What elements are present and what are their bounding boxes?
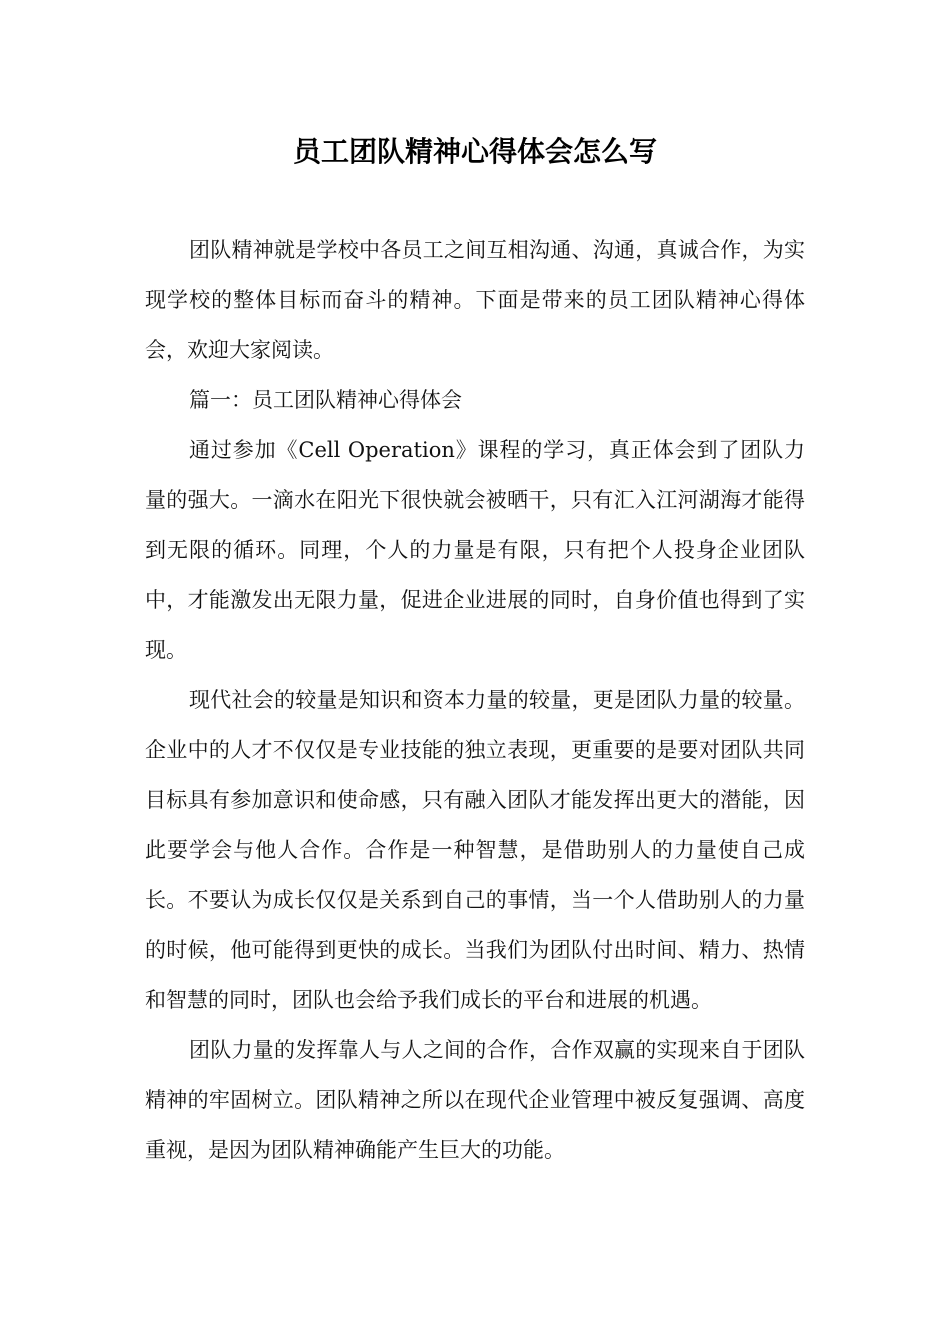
paragraph: 通过参加《Cell Operation》课程的学习，真正体会到了团队力量的强大。一滴水在阳光下很快就会被晒干，只有汇入江河湖海才能得到无限的循环。同理，个人的力量是有限，只有把个人投身企业团队中，才能激发出无限力量，促进企业进展的同时，自身价值也得到了实现。 — [145, 438, 805, 662]
document-body — [145, 225, 805, 1175]
document-title: 员工团队精神心得体会怎么写 — [292, 135, 657, 168]
paragraph: 现代社会的较量是知识和资本力量的较量，更是团队力量的较量。企业中的人才不仅仅是专业技能的独立表现，更重要的是要对团队共同目标具有参加意识和使命感，只有融入团队才能发挥出更大的潜能，因此要学会与他人合作。合作是一种智慧，是借助别人的力量使自己成长。不要认为成长仅仅是关系到自己的事情，当一个人借助别人的力量的时候，他可能得到更快的成长。当我们为团队付出时间、精力、热情和智慧的同时，团队也会给予我们成长的平台和进展的机遇。 — [145, 688, 805, 1012]
paragraph-intro: 团队精神就是学校中各员工之间互相沟通、沟通，真诚合作，为实现学校的整体目标而奋斗的精神。下面是带来的员工团队精神心得体会，欢迎大家阅读。 — [145, 238, 805, 362]
section-heading: 篇一：员工团队精神心得体会 — [189, 388, 462, 412]
paragraph: 团队力量的发挥靠人与人之间的合作，合作双赢的实现来自于团队精神的牢固树立。团队精神之所以在现代企业管理中被反复强调、高度重视，是因为团队精神确能产生巨大的功能。 — [145, 1038, 805, 1162]
